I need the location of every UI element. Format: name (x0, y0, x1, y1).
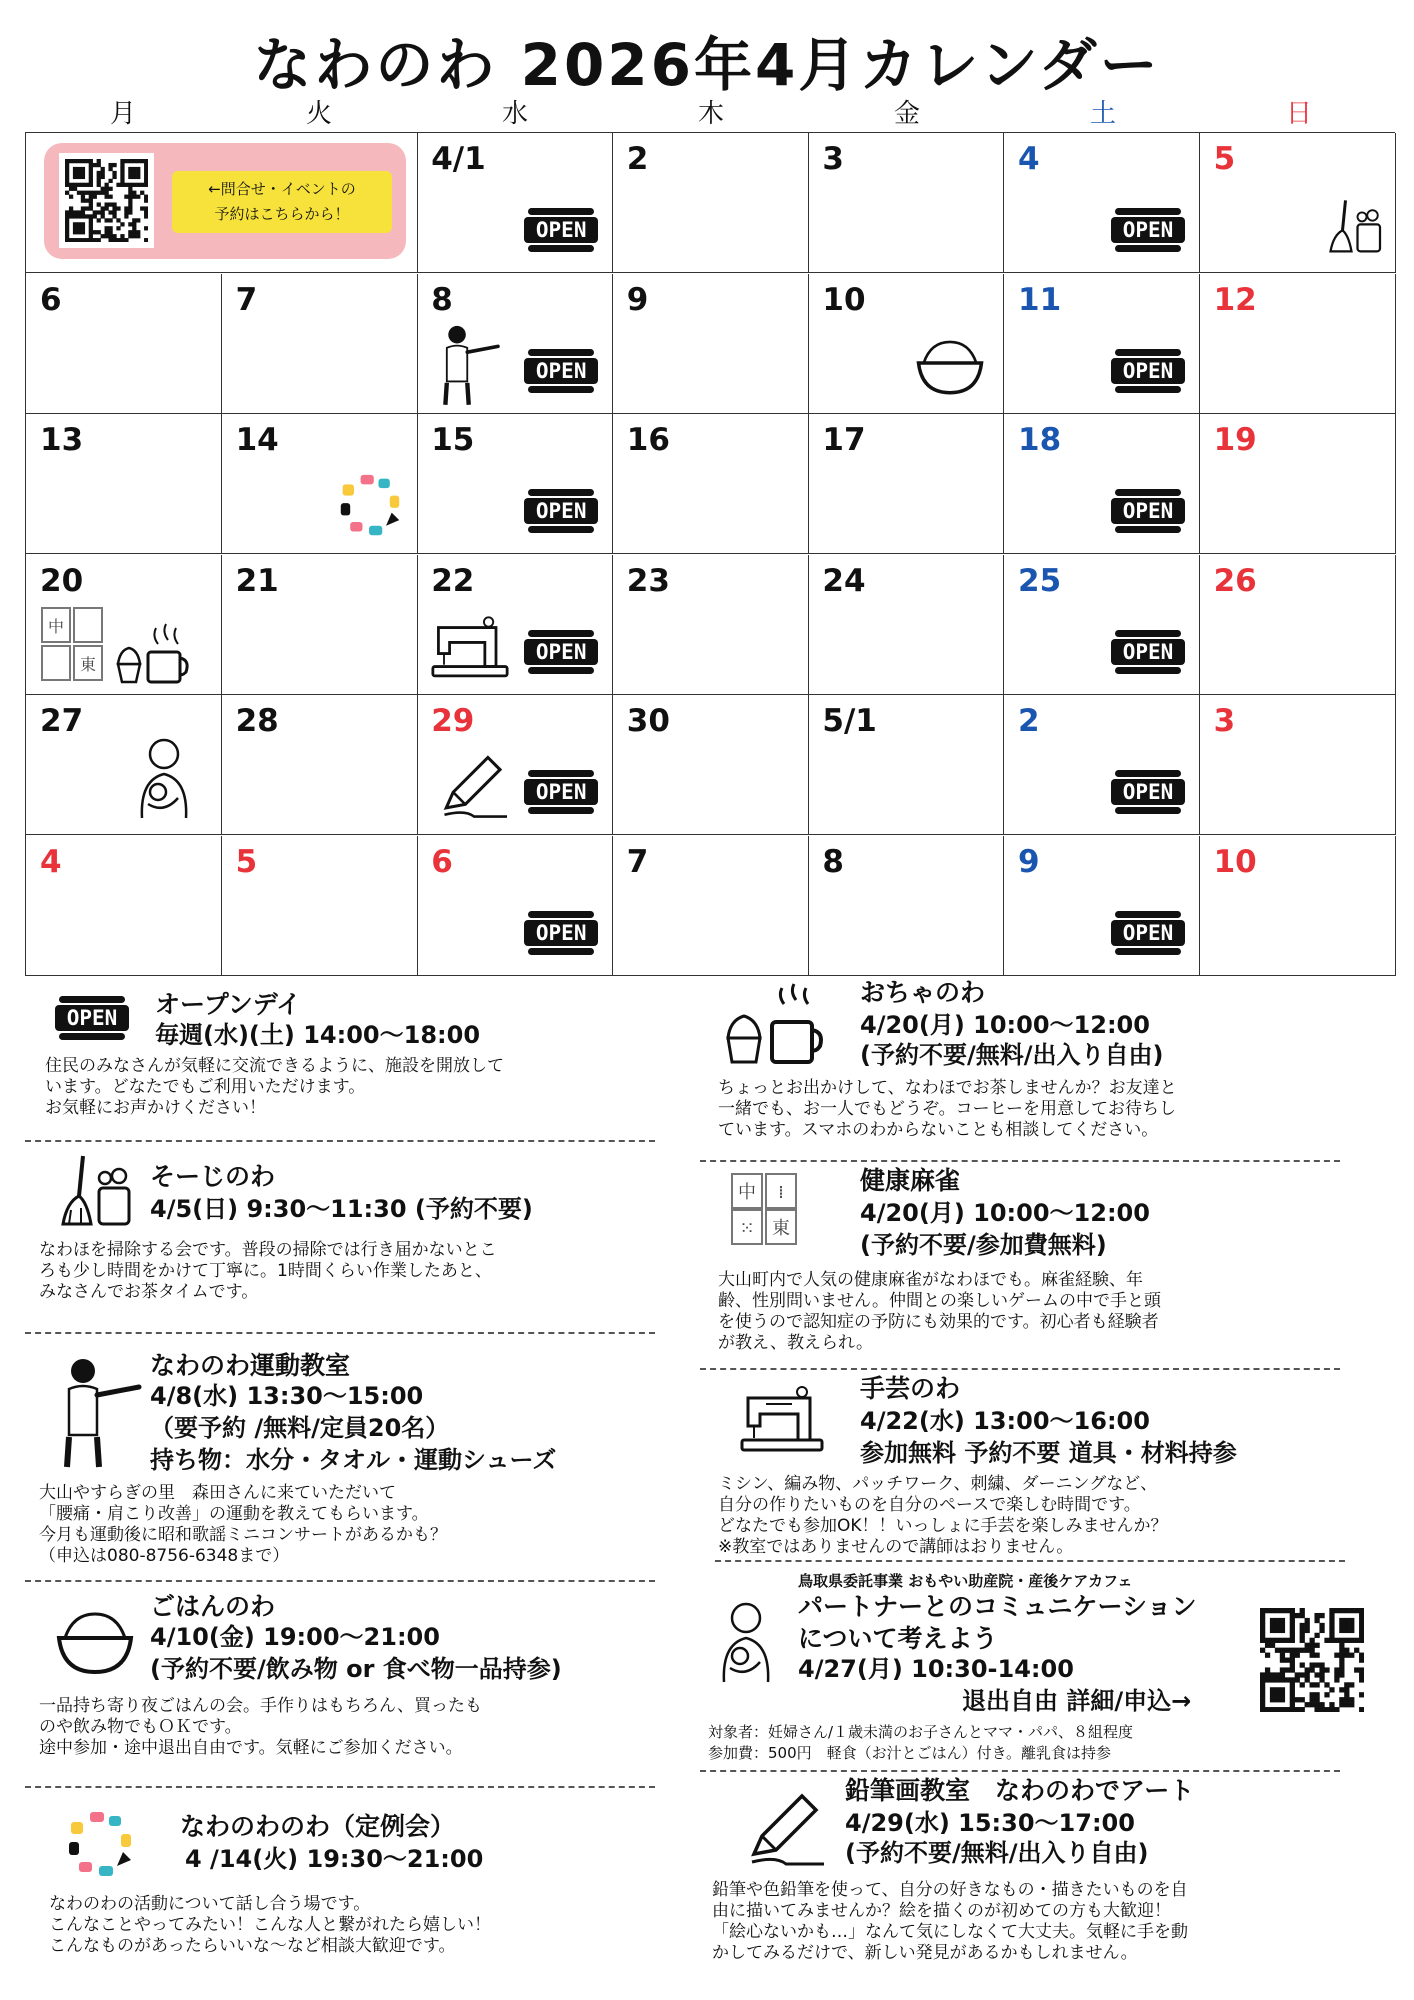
event-desc: ミシン、編み物、パッチワーク、刺繍、ダーニングなど、 自分の作りたいものを自分のペースで楽しむ時間です。 どなたでも参加OK！！いっしょに手芸を楽しみませんか？ ※教室ではありませんので講師はおりません。 (718, 1474, 1168, 1557)
open-icon: OPEN (524, 770, 598, 814)
calendar-cell (1004, 274, 1200, 414)
calendar-cell (613, 555, 809, 695)
calendar-cell (1004, 133, 1200, 273)
date-number: 23 (626, 562, 670, 599)
calendar-cell (222, 836, 418, 976)
date-number: 6 (431, 844, 453, 880)
calendar-cell (808, 133, 1004, 273)
date-number: 24 (822, 562, 866, 599)
date-number: 12 (1213, 281, 1257, 318)
instructor-icon (435, 323, 501, 411)
date-number: 5/1 (822, 703, 877, 740)
event-title-2: について考えよう (798, 1624, 998, 1653)
date-number: 9 (1018, 844, 1040, 880)
weekday-label: 日 (1285, 99, 1312, 129)
open-icon: OPEN (1111, 349, 1185, 393)
event-time: 4 /14(火) 19:30〜21:00 (185, 1845, 484, 1873)
calendar-cell (1200, 274, 1396, 414)
weekday-label: 火 (305, 99, 332, 129)
date-number: 10 (1213, 844, 1257, 880)
event-desc: 住民のみなさんが気軽に交流できるように、施設を開放して います。どなたでもご利用いただけます。 お気軽にお声かけください！ (45, 1056, 504, 1118)
calendar-cell (417, 695, 613, 835)
date-number: 3 (1213, 703, 1236, 740)
rice-bowl-icon (55, 1604, 135, 1679)
mother-baby-icon (716, 1600, 776, 1684)
weekday-label: 月 (109, 99, 136, 129)
calendar-cell (613, 695, 809, 835)
date-number: 4/1 (431, 141, 486, 177)
event-gohan (25, 1590, 665, 1770)
event-title: なわのわ運動教室 (150, 1351, 351, 1380)
date-number: 14 (235, 422, 279, 459)
date-number: 3 (822, 141, 844, 177)
qr-tag-line: ←問合せ・イベントの (208, 180, 356, 198)
event-ocha (700, 978, 1390, 1148)
event-time: 4/22(水) 13:00〜16:00 (860, 1407, 1150, 1435)
calendar-cell (417, 836, 613, 976)
calendar-cell (222, 695, 418, 835)
date-number: 25 (1018, 562, 1062, 599)
calendar-cell (1200, 133, 1396, 273)
calendar-cell (26, 836, 222, 976)
cake-coffee-icon (720, 978, 830, 1068)
date-number: 19 (1213, 422, 1257, 459)
divider (25, 1332, 655, 1334)
divider (700, 1160, 1340, 1162)
event-desc: 大山やすらぎの里 森田さんに来ていただいて 「腰痛・肩こり改善」の運動を教えてもらいます。 今月も運動後に昭和歌謡ミニコンサートがあるかも？ （申込は080-8756-6348まで） (39, 1483, 447, 1566)
divider (25, 1140, 655, 1142)
date-number: 26 (1213, 562, 1257, 599)
event-time: 4/20(月) 10:00〜12:00 (860, 1011, 1150, 1039)
date-number: 2 (626, 141, 649, 177)
qr-code[interactable] (1260, 1608, 1368, 1716)
sewing-machine-icon (740, 1384, 824, 1456)
calendar-cell (26, 133, 418, 273)
date-number: 28 (235, 703, 279, 740)
calendar-cell (417, 133, 613, 273)
calendar-cell (1200, 414, 1396, 554)
pencil-icon (439, 754, 509, 824)
date-number: 11 (1018, 281, 1062, 318)
mother-baby-icon (134, 736, 194, 824)
weekday-label: 木 (697, 99, 724, 129)
date-number: 29 (431, 703, 475, 740)
open-icon: OPEN (1111, 911, 1185, 955)
event-note: 参加無料 予約不要 道具・材料持参 (860, 1439, 1237, 1467)
open-icon: OPEN (55, 996, 129, 1040)
event-undou (25, 1345, 665, 1565)
date-number: 30 (626, 703, 670, 740)
calendar-cell (613, 836, 809, 976)
weekday-label: 金 (893, 99, 920, 129)
open-icon: OPEN (1111, 770, 1185, 814)
date-number: 2 (1018, 703, 1040, 740)
broom-bucket-icon (53, 1154, 133, 1229)
divider (700, 1368, 1340, 1370)
page-title: なわのわ 2026年4月カレンダー (253, 31, 1161, 99)
calendar-cell (613, 133, 809, 273)
divider (700, 1770, 1340, 1772)
event-partner (700, 1568, 1390, 1788)
calendar-cell (26, 695, 222, 835)
calendar-cell (417, 414, 613, 554)
event-time: 4/10(金) 19:00〜21:00 (150, 1623, 440, 1651)
event-desc: 大山町内で人気の健康麻雀がなわほでも。麻雀経験、年 齢、性別問いません。仲間との楽しいゲームの中で手と頭 を使うので認知症の予防にも効果的です。初心者も経験者 が教え、教えられ。 (718, 1270, 1162, 1353)
open-icon: OPEN (524, 349, 598, 393)
date-number: 9 (626, 281, 649, 318)
event-title: なわのわのわ（定例会） (180, 1812, 456, 1841)
date-number: 6 (40, 281, 62, 318)
weekday-header (25, 93, 1395, 129)
calendar-cell (808, 274, 1004, 414)
event-souji (25, 1152, 665, 1322)
date-number: 10 (822, 281, 866, 318)
rice-bowl-icon (915, 333, 985, 403)
event-note: (予約不要/無料/出入り自由) (845, 1839, 1149, 1867)
pencil-icon (746, 1792, 826, 1868)
open-icon: OPEN (1111, 208, 1185, 252)
date-number: 18 (1018, 422, 1062, 459)
divider (715, 1560, 1345, 1562)
date-number: 27 (40, 703, 84, 740)
event-title: オープンデイ (155, 990, 302, 1019)
open-icon: OPEN (524, 911, 598, 955)
event-note: (予約不要/飲み物 or 食べ物一品持参) (150, 1655, 562, 1683)
date-number: 4 (1018, 141, 1040, 177)
event-title: そーじのわ (150, 1162, 276, 1191)
qr-banner (44, 143, 406, 259)
calendar-cell (26, 555, 222, 695)
calendar-cell (26, 414, 222, 554)
calendar-cell (417, 555, 613, 695)
date-number: 13 (40, 422, 84, 459)
date-number: 5 (235, 844, 258, 880)
ring-logo-icon (65, 1810, 135, 1880)
event-time: 毎週(水)(土) 14:00〜18:00 (155, 1021, 481, 1049)
date-number: 21 (235, 562, 279, 599)
calendar-cell (26, 274, 222, 414)
calendar-cell (808, 836, 1004, 976)
event-note: (予約不要/参加費無料) (860, 1231, 1107, 1259)
mahjong-cake-icon (40, 606, 200, 690)
sewing-machine-icon (431, 614, 509, 686)
weekday-label: 土 (1089, 99, 1116, 129)
date-number: 20 (40, 562, 84, 599)
instructor-icon (53, 1355, 143, 1470)
event-desc: ちょっとお出かけして、なわほでお茶しませんか？お友達と 一緒でも、お一人でもどうぞ。コーヒーを用意してお待ちし ています。スマホのわからないことも相談してください。 (718, 1078, 1177, 1140)
event-enpitsu (700, 1776, 1390, 1986)
calendar-cell (808, 414, 1004, 554)
event-desc: 一品持ち寄り夜ごはんの会。手作りはもちろん、買ったも のや飲み物でもＯＫです。 途中参加・途中退出自由です。気軽にご参加ください。 (39, 1696, 483, 1758)
date-number: 4 (40, 844, 62, 880)
event-note-link[interactable]: 退出自由 詳細/申込→ (962, 1687, 1192, 1715)
calendar-cell (808, 695, 1004, 835)
event-desc: 鉛筆や色鉛筆を使って、自分の好きなもの・描きたいものを自 由に描いてみませんか？絵を描くのが初めての方も大歓迎！ 「絵心ないかも…」なんて気にしなくて大丈夫。気軽に手を動 かしてみるだけで、新しい発見があるかもしれません。 (712, 1880, 1188, 1963)
calendar-cell (1004, 414, 1200, 554)
event-title: 健康麻雀 (860, 1166, 961, 1195)
event-subtitle: 鳥取県委託事業 おもやい助産院・産後ケアカフェ (798, 1572, 1133, 1590)
svg-text:⁞: ⁞ (778, 1182, 784, 1203)
event-time: 4/29(水) 15:30〜17:00 (845, 1809, 1135, 1837)
svg-text:⁙: ⁙ (739, 1218, 755, 1239)
date-number: 22 (431, 562, 475, 599)
date-number: 8 (431, 281, 453, 318)
weekday-label: 水 (501, 99, 528, 129)
event-time: 4/8(水) 13:30〜15:00 (150, 1382, 424, 1410)
svg-text:中: 中 (738, 1182, 756, 1203)
event-time: 4/27(月) 10:30-14:00 (798, 1655, 1074, 1683)
calendar-cell (1200, 555, 1396, 695)
event-title: おちゃのわ (860, 978, 986, 1007)
event-openday (25, 990, 665, 1140)
divider (25, 1786, 655, 1788)
qr-code[interactable] (59, 153, 154, 248)
event-title: ごはんのわ (150, 1592, 276, 1621)
qr-tag (172, 171, 392, 233)
divider (25, 1580, 655, 1582)
date-number: 5 (1213, 141, 1236, 177)
date-number: 15 (431, 422, 475, 459)
calendar-cell (613, 274, 809, 414)
date-number: 7 (626, 844, 649, 880)
date-number: 17 (822, 422, 866, 459)
event-desc: 対象者：妊婦さん/１歳未満のお子さんとママ・パパ、８組程度 参加費：500円 軽食（お汁とごはん）付き。離乳食は持参 (708, 1723, 1134, 1762)
calendar-cell (417, 274, 613, 414)
event-title: パートナーとのコミュニケーション (798, 1592, 1197, 1621)
event-time: 4/20(月) 10:00〜12:00 (860, 1199, 1150, 1227)
ring-logo-icon (337, 473, 403, 543)
open-icon: OPEN (1111, 630, 1185, 674)
calendar-cell (1200, 695, 1396, 835)
date-number: 8 (822, 844, 844, 880)
svg-text:東: 東 (772, 1218, 790, 1239)
event-desc: なわほを掃除する会です。普段の掃除では行き届かないとこ ろも少し時間をかけて丁寧に。1時間くらい作業したあと、 みなさんでお茶タイムです。 (39, 1240, 497, 1302)
qr-tag-line: 予約はこちらから！ (214, 205, 350, 223)
date-number: 16 (626, 422, 670, 459)
svg-text:中: 中 (47, 616, 65, 636)
calendar-cell (222, 274, 418, 414)
event-shugei (700, 1374, 1390, 1557)
calendar-cell (1004, 836, 1200, 976)
calendar-cell (222, 414, 418, 554)
open-icon: OPEN (524, 630, 598, 674)
event-desc: なわのわの活動について話し合う場です。 こんなことやってみたい！こんな人と繋がれたら嬉しい！ こんなものがあったらいいな〜など相談大歓迎です。 (49, 1894, 491, 1956)
open-icon: OPEN (524, 208, 598, 252)
event-mahjong (700, 1166, 1390, 1366)
event-title: 手芸のわ (860, 1374, 961, 1403)
event-note: (予約不要/無料/出入り自由) (860, 1041, 1164, 1069)
event-title: 鉛筆画教室 なわのわでアート (845, 1776, 1195, 1805)
calendar-cell (1200, 836, 1396, 976)
date-number: 7 (235, 281, 258, 318)
svg-text:東: 東 (79, 654, 97, 674)
open-icon: OPEN (524, 489, 598, 533)
event-note: （要予約 /無料/定員20名） (150, 1414, 450, 1442)
calendar-cell (1004, 555, 1200, 695)
calendar-cell (613, 414, 809, 554)
calendar-cell (222, 555, 418, 695)
calendar-cell (808, 555, 1004, 695)
mahjong-icon (730, 1172, 798, 1246)
event-teirei (25, 1800, 665, 1980)
event-items: 持ち物：水分・タオル・運動シューズ (150, 1446, 557, 1474)
broom-bucket-icon (1323, 198, 1383, 260)
calendar-cell (1004, 695, 1200, 835)
calendar-grid (25, 132, 1395, 976)
event-time: 4/5(日) 9:30〜11:30 (予約不要) (150, 1195, 533, 1223)
open-icon: OPEN (1111, 489, 1185, 533)
